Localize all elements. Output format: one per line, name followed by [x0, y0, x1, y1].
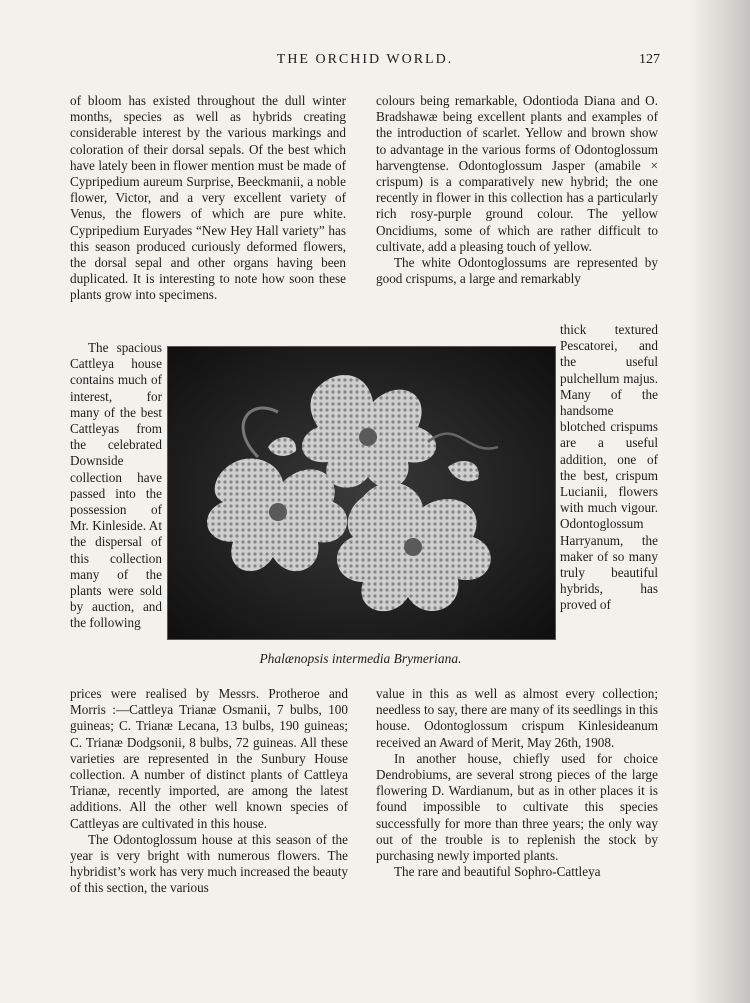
- paragraph: The rare and beautiful Sophro-Cattleya: [394, 864, 601, 880]
- paragraph: The white Odontoglossums are represented by good crispums, a large and remarkably: [376, 255, 658, 287]
- page-number: 127: [639, 52, 660, 67]
- left-column-bottom: [70, 686, 348, 897]
- paragraph: In another house, chiefly used for choice Dendrobiums, are several strong pieces of the large flowering D. Wardianum, but as in other places it is found impossible to cultivate this species successfully for more than three years; the only way out of the trouble is to replenish the stock by purchasing newly imported plants.: [376, 750, 658, 864]
- orchid-photograph: [167, 346, 556, 640]
- orchid-image: [168, 347, 555, 639]
- page-gutter-shadow: [690, 0, 750, 1003]
- right-column-bottom: [376, 686, 658, 880]
- right-wrap-text: [560, 322, 658, 614]
- page-header: [70, 52, 660, 74]
- paragraph: The Odontoglossum house at this season of the year is very bright with numerous flowers. The hybridist’s work has very much increased the beauty of this section, the various: [70, 831, 348, 896]
- paragraph: value in this as well as almost every collection; needless to say, there are many of its seedlings in this house. Odontoglossum crispum Kinlesideanum received an Award of Merit, May 26th, 1908.: [376, 686, 658, 750]
- right-column-top: [376, 93, 658, 287]
- paragraph: prices were realised by Messrs. Protheroe and Morris :—Cattleya Trianæ Osmanii, 7 bulbs, 100 guineas; C. Trianæ Lecana, 13 bulbs, 190 guineas; C. Trianæ Dodgsonii, 8 bulbs, 72 guineas. All these varieties are represented in the Sunbury House collection. A number of distinct plants of Cattleya Trianæ, recently imported, are among the latest additions. All the other well known species of Cattleyas are cultivated in this house.: [70, 686, 348, 831]
- paragraph: colours being remarkable, Odontioda Diana and O. Bradshawæ being excellent plants and examples of the introduction of scarlet. Yellow and brown show to advantage in the various forms of Odontoglossum harvengtense. Odontoglossum Jasper (amabile × crispum) is a comparatively new hybrid; the one recently in flower in this collection has a particularly rich rosy-purple ground colour. The yellow Oncidiums, some of which are rather difficult to cultivate, add a pleasing touch of yellow.: [376, 93, 658, 254]
- left-column-top: [70, 93, 346, 304]
- left-wrap-paragraph: The spacious Cattleya house contains much of interest, for many of the best Cattleyas from the celebrated Downside collection have passed into the possession of Mr. Kinleside. At the dispersal of this collection many of the plants were sold by auction, and the following: [70, 340, 162, 631]
- left-wrap-text: [70, 340, 162, 632]
- paragraph: of bloom has existed throughout the dull winter months, species as well as hybrids creating considerable interest by the various markings and coloration of their dorsal sepals. Of the best which have lately been in flower mention must be made of Cypripedium aureum Surprise, Beeckmanii, a noble flower, Victor, and a very excellent variety of Venus, the flowers of which are pure white. Cypripedium Euryades “New Hey Hall variety” has this season produced curiously deformed flowers, the dorsal sepal and other organs having been duplicated. It is interesting to note how soon these plants grow into specimens.: [70, 93, 346, 303]
- right-wrap-paragraph: thick textured Pescatorei, and the useful pulchellum majus. Many of the handsome blotched crispums are a useful addition, one of the best, crispum Lucianii, flowers with much vigour. Odontoglossum Harryanum, the maker of so many truly beautiful hybrids, has proved of: [560, 322, 658, 613]
- running-title: THE ORCHID WORLD.: [276, 52, 454, 67]
- figure-caption: Phalænopsis intermedia Brymeriana.: [259, 651, 462, 666]
